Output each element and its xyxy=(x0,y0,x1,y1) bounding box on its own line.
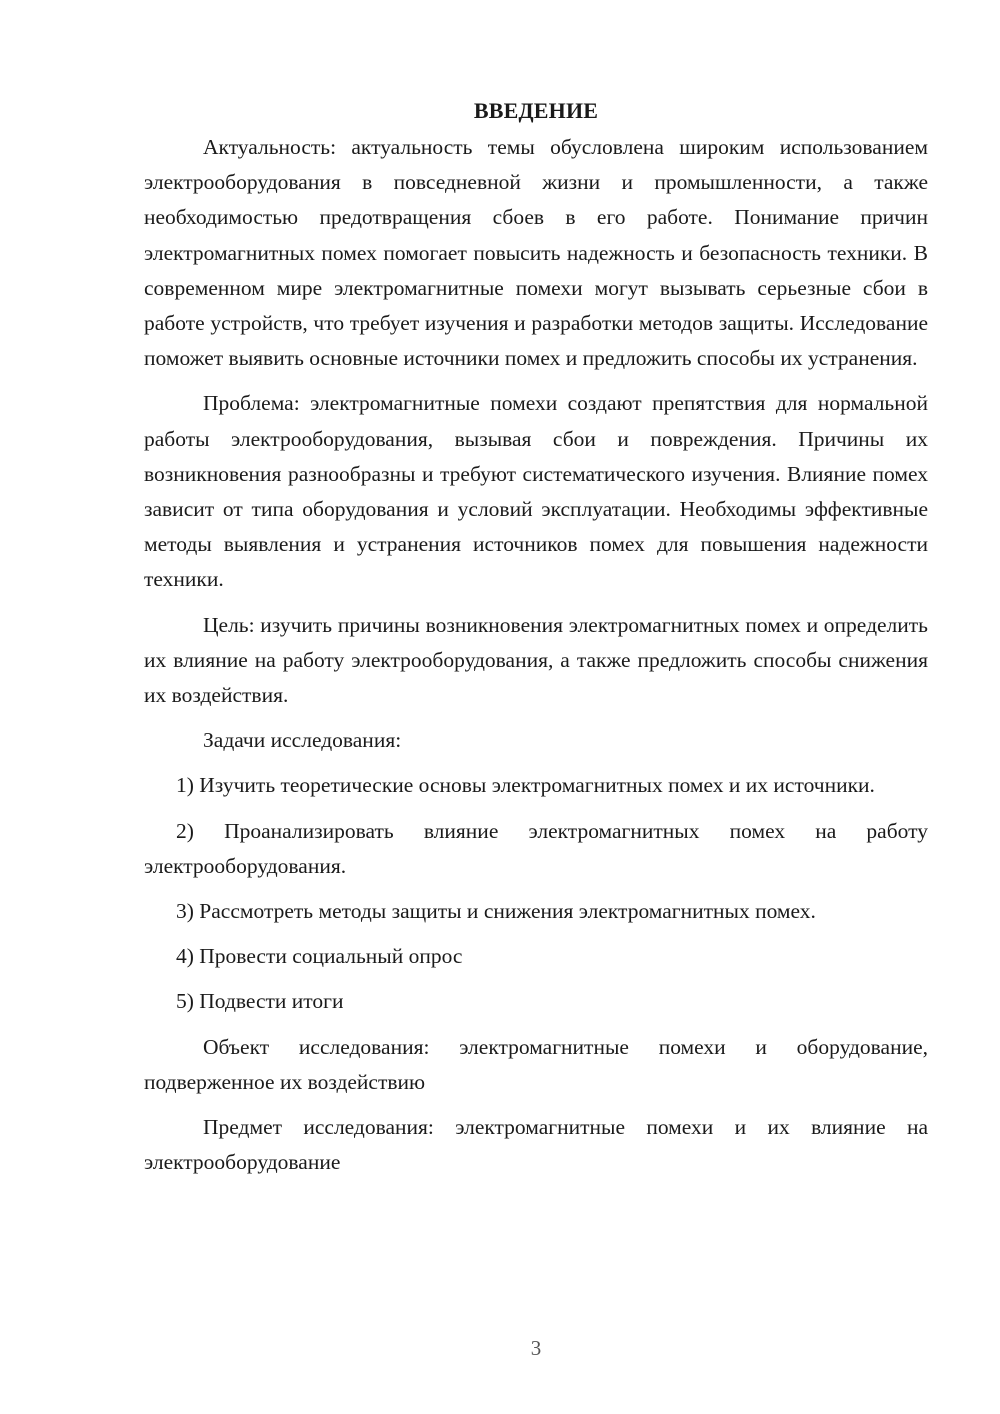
page-content xyxy=(144,96,928,1180)
subject-paragraph: Предмет исследования: электромагнитные помехи и их влияние на электрооборудование xyxy=(144,1115,928,1175)
tasks-heading: Задачи исследования: xyxy=(203,728,402,753)
task-item-3: 3) Рассмотреть методы защиты и снижения электромагнитных помех. xyxy=(176,899,816,924)
page-number: 3 xyxy=(530,1336,542,1360)
relevance-paragraph: Актуальность: актуальность темы обусловлена широким использованием электрооборудования в повседневной жизни и промышленности, а также необходимостью предотвращения сбоев в его работе. Понимание причин электромагнитных помех помогает повысить надежность и безопасность техники. В современном мире электромагнитные помехи могут вызывать серьезные сбои в работе устройств, что требует изучения и разработки методов защиты. Исследование поможет выявить основные источники помех и предложить способы их устранения. xyxy=(144,135,928,371)
object-paragraph: Объект исследования: электромагнитные помехи и оборудование, подверженное их воздействию xyxy=(144,1034,928,1094)
problem-paragraph: Проблема: электромагнитные помехи создают препятствия для нормальной работы электрооборудования, вызывая сбои и повреждения. Причины их возникновения разнообразны и требуют систематического изучения. Влияние помех зависит от типа оборудования и условий эксплуатации. Необходимы эффективные методы выявления и устранения источников помех для повышения надежности техники. xyxy=(144,391,928,592)
task-item-2: 2) Проанализировать влияние электромагнитных помех на работу электрооборудования. xyxy=(144,818,928,878)
task-item-4: 4) Провести социальный опрос xyxy=(176,944,463,969)
goal-paragraph: Цель: изучить причины возникновения электромагнитных помех и определить их влияние на работу электрооборудования, а также предложить способы снижения их воздействия. xyxy=(144,612,928,708)
section-title: ВВЕДЕНИЕ xyxy=(473,98,599,123)
task-item-1: 1) Изучить теоретические основы электромагнитных помех и их источники. xyxy=(176,773,875,798)
task-item-5: 5) Подвести итоги xyxy=(176,989,344,1014)
